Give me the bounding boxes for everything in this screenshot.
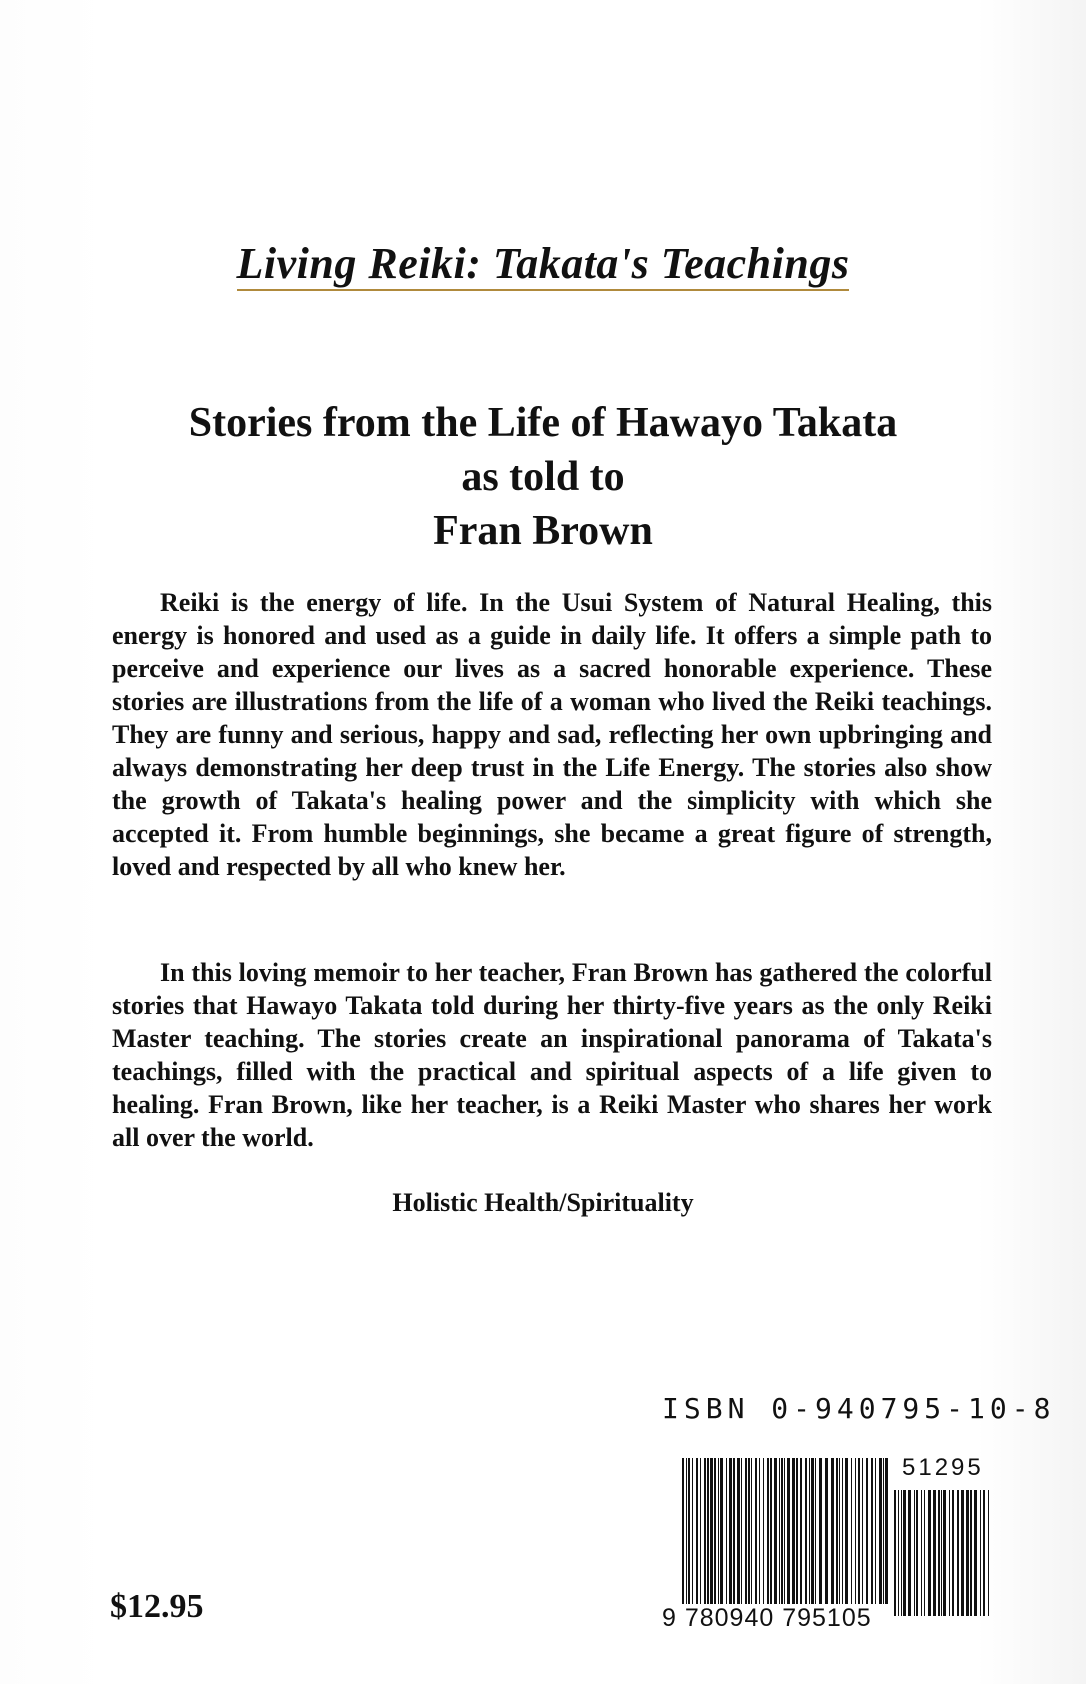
price-label: $12.95	[110, 1588, 204, 1625]
heading-line-3: Fran Brown	[433, 508, 653, 554]
series-title-text: Living Reiki: Takata's Teachings	[237, 241, 850, 291]
ean-digits: 9 780940 795105	[662, 1604, 872, 1632]
addon-barcode-icon	[894, 1490, 992, 1616]
isbn-number: ISBN 0-940795-10-8	[662, 1392, 1056, 1425]
heading-line-2: as told to	[461, 454, 625, 500]
blurb-paragraph-1: Reiki is the energy of life. In the Usui System of Natural Healing, this energy is honored and used as a guide in daily life. It offers a simple path to perceive and experience our lives as a sacred honorable experience. These stories are illustrations from the life of a woman who lived the Reiki teachings. They are funny and serious, happy and sad, reflecting her own upbringing and always demonstrating her deep trust in the Life Energy. The stories also show the growth of Takata's healing power and the simplicity with which she accepted it. From humble beginnings, she became a great figure of strength, loved and respected by all who knew her.	[112, 588, 992, 881]
heading-line-1: Stories from the Life of Hawayo Takata	[188, 400, 898, 446]
ean-barcode-icon	[682, 1458, 890, 1604]
blurb-paragraph-2: In this loving memoir to her teacher, Fran Brown has gathered the colorful stories that Hawayo Takata told during her thirty-five years as the only Reiki Master teaching. The stories create an inspirational panorama of Takata's teachings, filled with the practical and spiritual aspects of a life given to healing. Fran Brown, like her teacher, is a Reiki Master who shares her work all over the world.	[112, 958, 992, 1152]
series-title	[0, 238, 1086, 291]
category-label: Holistic Health/Spirituality	[392, 1188, 694, 1217]
barcode-block	[662, 1454, 994, 1638]
addon-digits: 51295	[902, 1454, 984, 1481]
book-heading	[0, 396, 1086, 558]
